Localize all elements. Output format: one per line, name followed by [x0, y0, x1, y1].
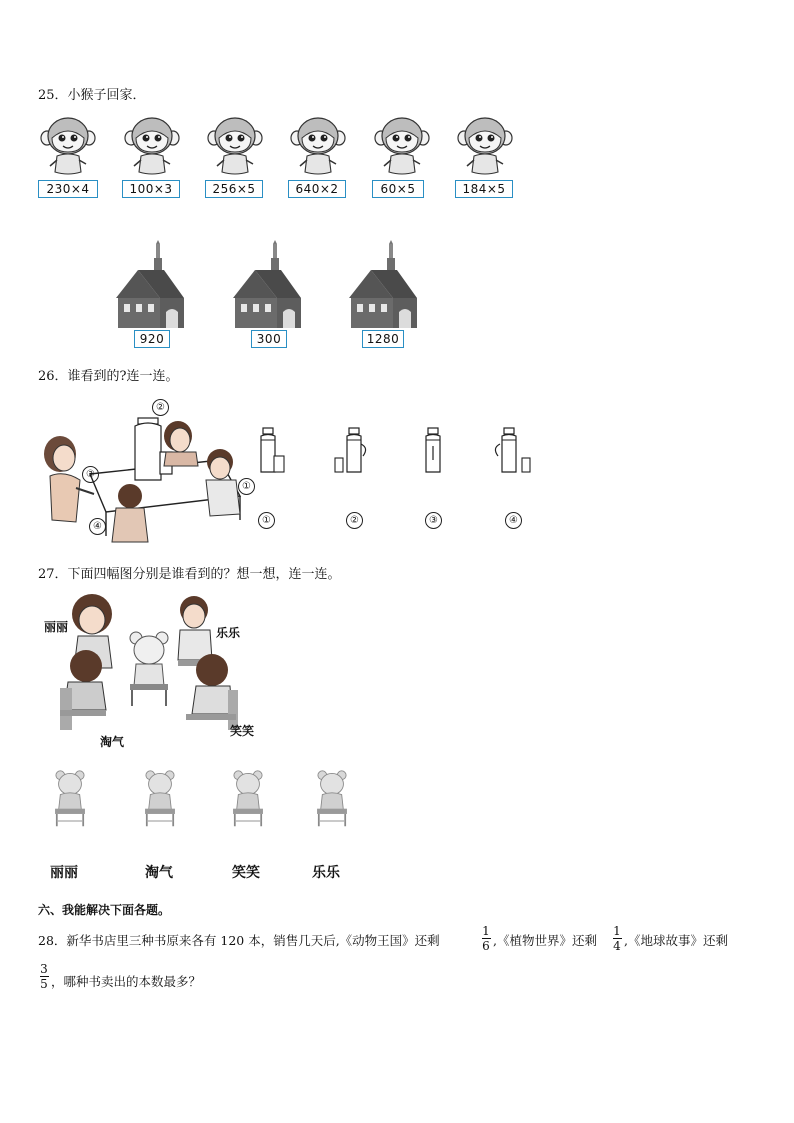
q26-title: 26．谁看到的?连一连。	[38, 369, 179, 384]
scene-name-lili: 丽丽	[44, 620, 69, 634]
bear-view-4	[310, 768, 354, 830]
scene-name-xiaoxiao: 笑笑	[230, 724, 255, 738]
position-mark-1: ①	[238, 478, 255, 495]
answer-name-lele: 乐乐	[312, 865, 340, 881]
view-label-3: ③	[425, 512, 442, 529]
bear-view-3	[226, 768, 270, 830]
section-6-title: 六、我能解决下面各题。	[38, 903, 171, 917]
fraction-numerator: 3	[40, 962, 48, 976]
scene-name-lele: 乐乐	[216, 626, 241, 640]
answer-name-taoqi: 淘气	[145, 865, 173, 881]
fraction-numerator: 1	[482, 924, 490, 938]
answer-name-xiaoxiao: 笑笑	[232, 865, 260, 881]
house-icon	[229, 240, 305, 330]
monkey-icon	[122, 116, 182, 176]
monkey-icon	[205, 116, 265, 176]
house-value-box: 1280	[362, 330, 404, 348]
fraction-denominator: 4	[613, 939, 621, 953]
circle-scene-illustration	[52, 590, 255, 740]
q28-text-4: ，哪种书卖出的本数最多？	[51, 974, 202, 989]
fraction-one-quarter	[612, 924, 622, 953]
q25-title: 25．小猴子回家．	[38, 88, 146, 103]
view-label-4: ④	[505, 512, 522, 529]
position-mark-2: ②	[152, 399, 169, 416]
position-mark-3: ③	[82, 466, 99, 483]
q28-text-3: ,《地球故事》还剩	[624, 933, 728, 948]
fraction-numerator: 1	[613, 924, 621, 938]
view-label-1: ①	[258, 512, 275, 529]
thermos-view-2	[333, 424, 373, 476]
answer-name-lili: 丽丽	[50, 865, 78, 881]
monkey-icon	[372, 116, 432, 176]
expression-box: 230×4	[38, 180, 98, 198]
bear-view-2	[138, 768, 182, 830]
expression-box: 256×5	[205, 180, 263, 198]
thermos-view-4	[492, 424, 536, 476]
expression-box: 640×2	[288, 180, 346, 198]
q27-title: 27．下面四幅图分别是谁看到的？想一想，连一连。	[38, 567, 341, 582]
expression-box: 60×5	[372, 180, 424, 198]
monkey-icon	[38, 116, 98, 176]
position-mark-4: ④	[89, 518, 106, 535]
house-icon	[112, 240, 188, 330]
expression-box: 100×3	[122, 180, 180, 198]
monkey-icon	[455, 116, 515, 176]
fraction-three-fifths	[39, 962, 49, 991]
table-scene-illustration	[40, 396, 262, 546]
fraction-one-sixth	[481, 924, 491, 953]
scene-name-taoqi: 淘气	[100, 735, 125, 749]
house-icon	[345, 240, 421, 330]
expression-box: 184×5	[455, 180, 513, 198]
q28-text-1: 28．新华书店里三种书原来各有 120 本，销售几天后,《动物王国》还剩	[38, 933, 440, 948]
fraction-denominator: 5	[40, 977, 48, 991]
view-label-2: ②	[346, 512, 363, 529]
fraction-denominator: 6	[482, 939, 490, 953]
thermos-view-1	[253, 424, 287, 476]
monkey-icon	[288, 116, 348, 176]
thermos-view-3	[416, 424, 450, 476]
q28-text-2: ,《植物世界》还剩	[493, 933, 597, 948]
house-value-box: 300	[251, 330, 287, 348]
house-value-box: 920	[134, 330, 170, 348]
bear-view-1	[48, 768, 92, 830]
